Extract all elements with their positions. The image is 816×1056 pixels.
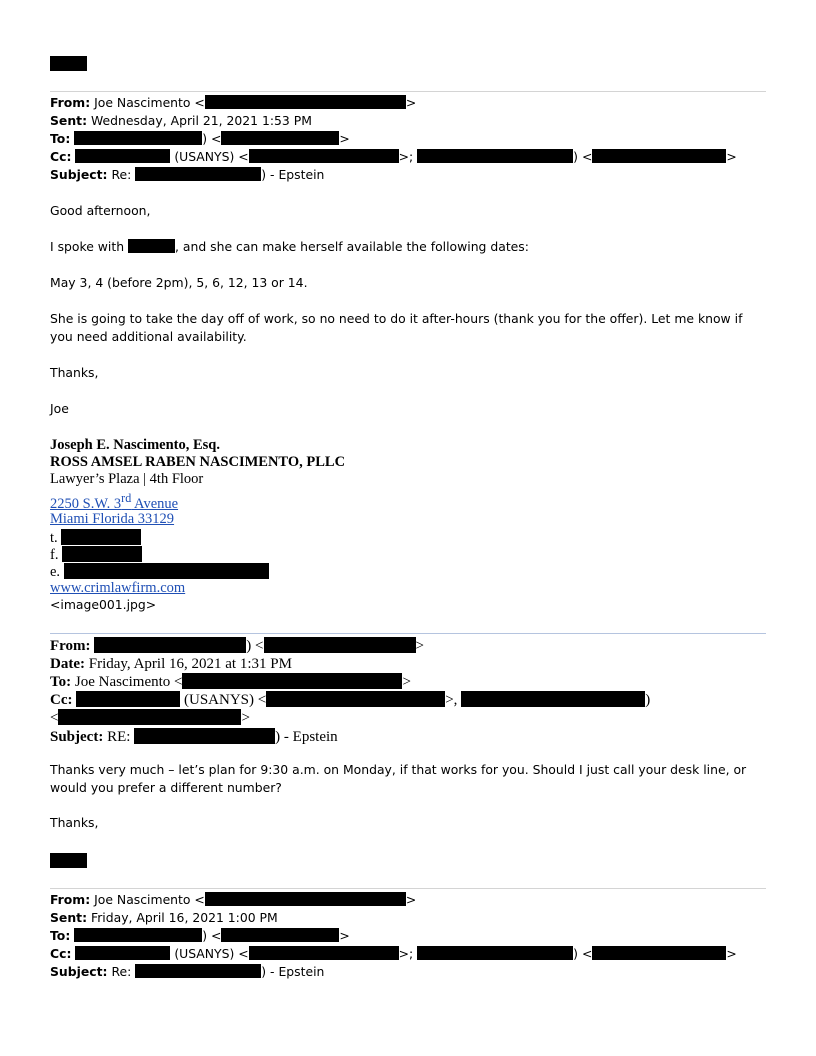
bracket: > <box>402 674 411 690</box>
address-sup: rd <box>121 491 132 505</box>
sent-line <box>50 112 312 130</box>
subject-label: Subject: <box>50 167 108 182</box>
to-line <box>50 927 350 945</box>
date-label: Date: <box>50 656 85 672</box>
subject-suffix: ) - Epstein <box>275 729 338 745</box>
redaction <box>74 131 202 145</box>
redaction <box>64 563 269 579</box>
redaction <box>205 95 406 109</box>
bracket: > <box>339 928 350 943</box>
redaction <box>249 946 399 960</box>
closing: Thanks, <box>50 365 99 380</box>
signature-firm: ROSS AMSEL RABEN NASCIMENTO, PLLC <box>50 454 346 470</box>
address-link[interactable] <box>50 490 178 513</box>
subject-line <box>50 728 338 746</box>
to-label: To: <box>50 928 71 943</box>
cc-org: (USANYS) < <box>174 149 249 164</box>
fax-line <box>50 546 142 564</box>
body-text: I spoke with <box>50 239 125 254</box>
cc-org: (USANYS) < <box>184 692 267 708</box>
redaction <box>221 131 339 145</box>
cc-separator: >; <box>398 149 414 164</box>
redaction <box>221 928 339 942</box>
sent-value: Wednesday, April 21, 2021 1:53 PM <box>90 113 312 128</box>
bracket: > <box>339 131 350 146</box>
body-paragraph: She is going to take the day off of work, so no need to do it after-hours (thank you for the offer). Let me know if you need additional availability. <box>50 311 743 344</box>
redaction <box>417 946 573 960</box>
redaction <box>135 167 261 181</box>
bracket: > <box>405 892 417 907</box>
date-line <box>50 655 292 673</box>
redaction <box>461 691 645 707</box>
redaction <box>592 149 726 163</box>
to-separator: ) < <box>202 928 222 943</box>
to-value: Joe Nascimento < <box>74 674 183 690</box>
cc-line <box>50 945 737 963</box>
signature-building: Lawyer’s Plaza | 4th Floor <box>50 471 204 487</box>
from-value: Joe Nascimento < <box>94 95 205 110</box>
redaction <box>62 546 142 562</box>
phone-line <box>50 529 141 547</box>
subject-label: Subject: <box>50 964 108 979</box>
redaction <box>134 728 275 744</box>
date-value: Friday, April 16, 2021 at 1:31 PM <box>88 656 292 672</box>
redaction <box>76 691 180 707</box>
cc-line-continued <box>50 709 250 727</box>
redaction <box>75 946 170 960</box>
from-label: From: <box>50 892 91 907</box>
from-label: From: <box>50 95 91 110</box>
bracket: > <box>726 149 737 164</box>
body-text: , and she can make herself available the following dates: <box>175 239 529 254</box>
subject-line <box>50 963 324 981</box>
address-text: Avenue <box>131 495 179 512</box>
bracket: > <box>415 638 424 654</box>
bracket: > <box>241 710 250 726</box>
from-separator: ) < <box>246 638 264 654</box>
cc-separator: ) < <box>573 149 593 164</box>
redaction <box>592 946 726 960</box>
to-line <box>50 130 350 148</box>
redaction <box>249 149 399 163</box>
redaction <box>128 239 175 253</box>
subject-prefix: RE: <box>107 729 131 745</box>
divider <box>50 91 766 92</box>
cc-org: (USANYS) < <box>174 946 249 961</box>
redaction <box>58 709 241 725</box>
to-separator: ) < <box>202 131 222 146</box>
subject-line <box>50 166 324 184</box>
from-line <box>50 891 416 909</box>
sent-label: Sent: <box>50 113 88 128</box>
redaction-block <box>50 853 87 868</box>
attachment-name: <image001.jpg> <box>50 597 157 612</box>
cc-line <box>50 148 737 166</box>
from-line <box>50 94 416 112</box>
address-city-link[interactable]: Miami Florida 33129 <box>50 511 175 527</box>
subject-suffix: ) - Epstein <box>261 964 325 979</box>
redaction <box>266 691 445 707</box>
sent-label: Sent: <box>50 910 88 925</box>
redaction <box>61 529 141 545</box>
bracket: < <box>50 710 59 726</box>
cc-label: Cc: <box>50 692 73 708</box>
dates-line: May 3, 4 (before 2pm), 5, 6, 12, 13 or 14. <box>50 275 308 290</box>
subject-prefix: Re: <box>111 167 132 182</box>
signature-name: Joseph E. Nascimento, Esq. <box>50 437 220 453</box>
redaction <box>75 149 170 163</box>
redaction <box>94 637 246 653</box>
subject-prefix: Re: <box>111 964 132 979</box>
greeting: Good afternoon, <box>50 203 151 218</box>
redaction <box>417 149 573 163</box>
cc-separator: >, <box>445 692 458 708</box>
cc-label: Cc: <box>50 946 72 961</box>
fax-label: f. <box>50 547 59 563</box>
email-label: e. <box>50 564 61 580</box>
to-label: To: <box>50 131 71 146</box>
cc-label: Cc: <box>50 149 72 164</box>
bracket: > <box>726 946 737 961</box>
body-paragraph: Thanks very much – let’s plan for 9:30 a.m. on Monday, if that works for you. Should I just call your desk line, or would you prefer a different number? <box>50 762 747 795</box>
subject-label: Subject: <box>50 729 104 745</box>
redaction-block <box>50 56 87 71</box>
body-line <box>50 238 529 256</box>
redaction <box>74 928 202 942</box>
subject-suffix: ) - Epstein <box>261 167 325 182</box>
from-line <box>50 637 424 655</box>
cc-separator: ) < <box>573 946 593 961</box>
to-label: To: <box>50 674 72 690</box>
email-line <box>50 563 269 581</box>
redaction <box>264 637 416 653</box>
to-line <box>50 673 411 691</box>
sent-line <box>50 909 278 927</box>
redaction <box>135 964 261 978</box>
sender-name: Joe <box>50 401 69 416</box>
address-text: 2250 S.W. 3 <box>50 495 122 512</box>
cc-line <box>50 691 650 709</box>
bracket: > <box>405 95 417 110</box>
redaction <box>182 673 402 689</box>
website-link[interactable]: www.crimlawfirm.com <box>50 580 186 596</box>
closing: Thanks, <box>50 815 99 830</box>
divider <box>50 633 766 634</box>
phone-label: t. <box>50 530 58 546</box>
sent-value: Friday, April 16, 2021 1:00 PM <box>90 910 278 925</box>
bracket: ) <box>645 692 651 708</box>
cc-separator: >; <box>398 946 414 961</box>
from-value: Joe Nascimento < <box>94 892 205 907</box>
from-label: From: <box>50 638 91 654</box>
divider <box>50 888 766 889</box>
redaction <box>205 892 406 906</box>
